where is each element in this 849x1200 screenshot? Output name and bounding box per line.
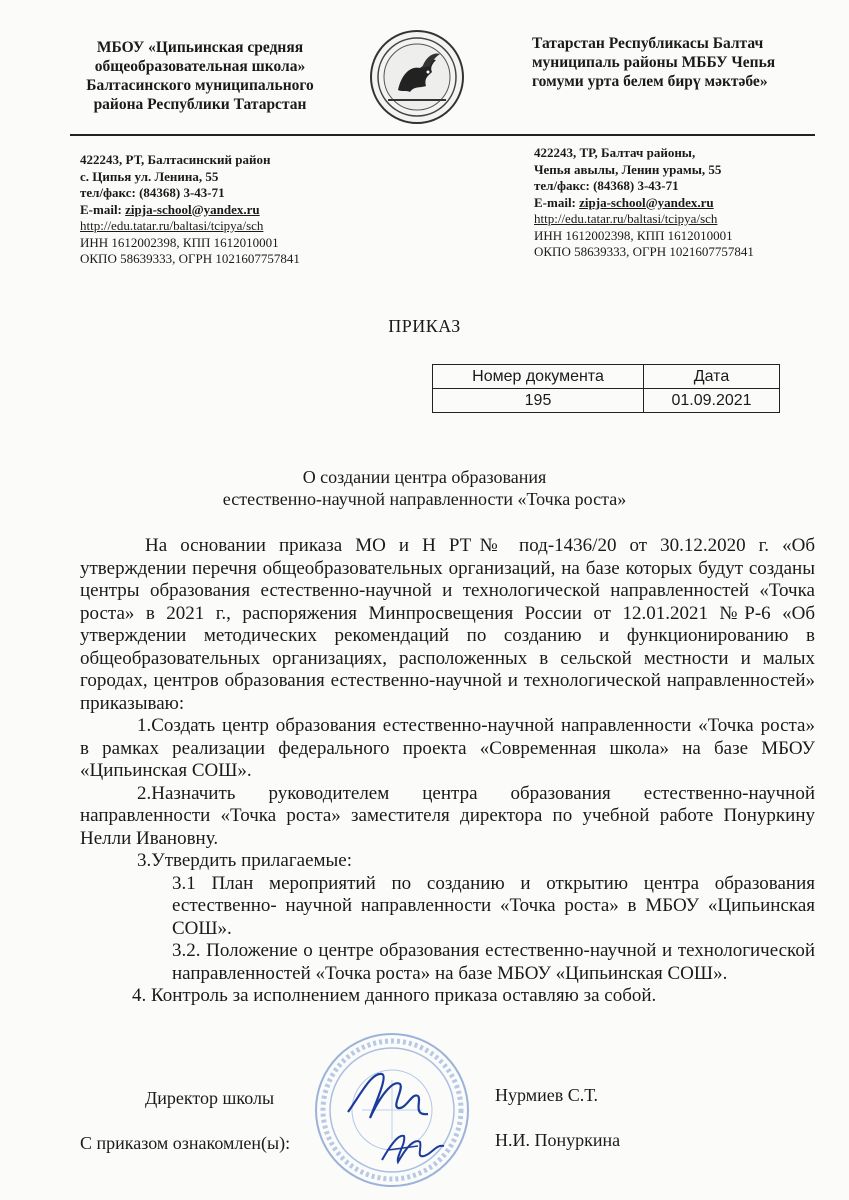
org-name-ru-line: района Республики Татарстан [93,96,307,113]
org-name-ru-line: МБОУ «Ципьинская средняя [96,39,304,56]
order-item-3-2: 3.2. Положение о центре образования естественно-научной и технологической направленностей «Точка роста» на базе МБОУ «Ципьинская СОШ». [172,940,815,984]
website-link[interactable]: http://edu.tatar.ru/baltasi/tcipya/sch [534,211,718,226]
postal-address: 422243, РТ, Балтасинский район [80,152,271,167]
order-item-2: 2.Назначить руководителем центра образования естественно-научной направленности «Точка роста» заместителя директора по учебной работе Понуркину Нелли Ивановну. [80,782,815,849]
table-row [433,389,780,413]
address-block-ru [80,152,300,268]
address-block-tt [534,145,754,261]
table-header-date: Дата [644,365,780,389]
acknowledged-person-name: Н.И. Понуркина [495,1130,621,1150]
table-header-row [433,365,780,389]
postal-address: 422243, ТР, Балтач районы, [534,145,696,160]
email-link[interactable]: zipja-school@yandex.ru [579,194,714,210]
order-body [80,535,815,1008]
org-name-ru-line: общеобразовательная школа» [94,58,306,75]
order-item-4: 4. Контроль за исполнением данного приказа оставляю за собой. [132,985,657,1006]
org-name-tt-line: Татарстан Республикасы Балтач [532,35,764,52]
email-label: E-mail: [80,201,126,217]
order-subject-line: О создании центра образования [302,467,547,487]
order-item-3-1: 3.1 План мероприятий по созданию и открытию центра образования естественно- научной направленности «Точка роста» в МБОУ «Ципьинская СОШ». [172,872,815,939]
org-name-tt-line: гомуми урта белем бирү мәктәбе» [532,73,768,90]
org-name-tt-line: муниципаль районы МББУ Чепья [532,54,776,71]
header-divider [70,134,815,136]
order-item-1: 1.Создать центр образования естественно-научной направленности «Точка роста» в рамках реализации федерального проекта «Современная школа» на базе МБОУ «Ципьинская СОШ». [80,715,815,781]
okpo-ogrn: ОКПО 58639333, ОГРН 1021607757841 [80,251,300,266]
table-header-number: Номер документа [433,365,644,389]
acknowledgement-label: С приказом ознакомлен(ы): [80,1133,291,1153]
inn-kpp: ИНН 1612002398, КПП 1612010001 [80,234,279,250]
document-date: 01.09.2021 [644,389,780,413]
org-name-ru-line: Балтасинского муниципального [86,77,314,94]
acknowledgement-signature [378,1126,448,1177]
preamble-paragraph: На основании приказа МО и Н РТ№ под-1436/20 от 30.12.2020 г. «Об утверждении перечня общеобразовательных организаций, на базе которых будут созданы центры образования естественно-научной и технологической направленностей «Точка роста» в 2021 г., распоряжения Минпросвещения России от 12.01.2021 №Р-6 «Об утверждении методических рекомендаций по созданию и функционированию в общеобразовательных организациях, расположенных в сельской местности и малых городах, центров образования естественно-научной и технологической направленностей» приказываю: [80,535,815,714]
inn-kpp: ИНН 1612002398, КПП 1612010001 [534,227,733,243]
org-name-tt [532,34,822,91]
street-address: с. Ципья ул. Ленина, 55 [80,168,219,184]
tatarstan-emblem-icon [368,28,466,126]
document-number: 195 [433,389,644,413]
email-line [534,195,754,212]
document-number-table [432,364,780,413]
org-name-ru [70,38,330,114]
director-label: Директор школы [145,1088,275,1108]
document-type: ПРИКАЗ [388,316,461,336]
phone-fax: тел/факс: (84368) 3-43-71 [534,178,679,193]
okpo-ogrn: ОКПО 58639333, ОГРН 1021607757841 [534,244,754,259]
email-link[interactable]: zipja-school@yandex.ru [125,201,260,217]
street-address: Чепья авылы, Ленин урамы, 55 [534,161,722,177]
order-subject [0,466,849,510]
order-subject-line: естественно-научной направленности «Точка роста» [222,489,627,509]
email-label: E-mail: [534,194,580,210]
order-item-3: 3.Утвердить прилагаемые: [137,850,353,871]
website-link[interactable]: http://edu.tatar.ru/baltasi/tcipya/sch [80,218,264,233]
phone-fax: тел/факс: (84368) 3-43-71 [80,185,225,200]
email-line [80,202,300,219]
director-name: Нурмиев С.Т. [495,1085,598,1105]
